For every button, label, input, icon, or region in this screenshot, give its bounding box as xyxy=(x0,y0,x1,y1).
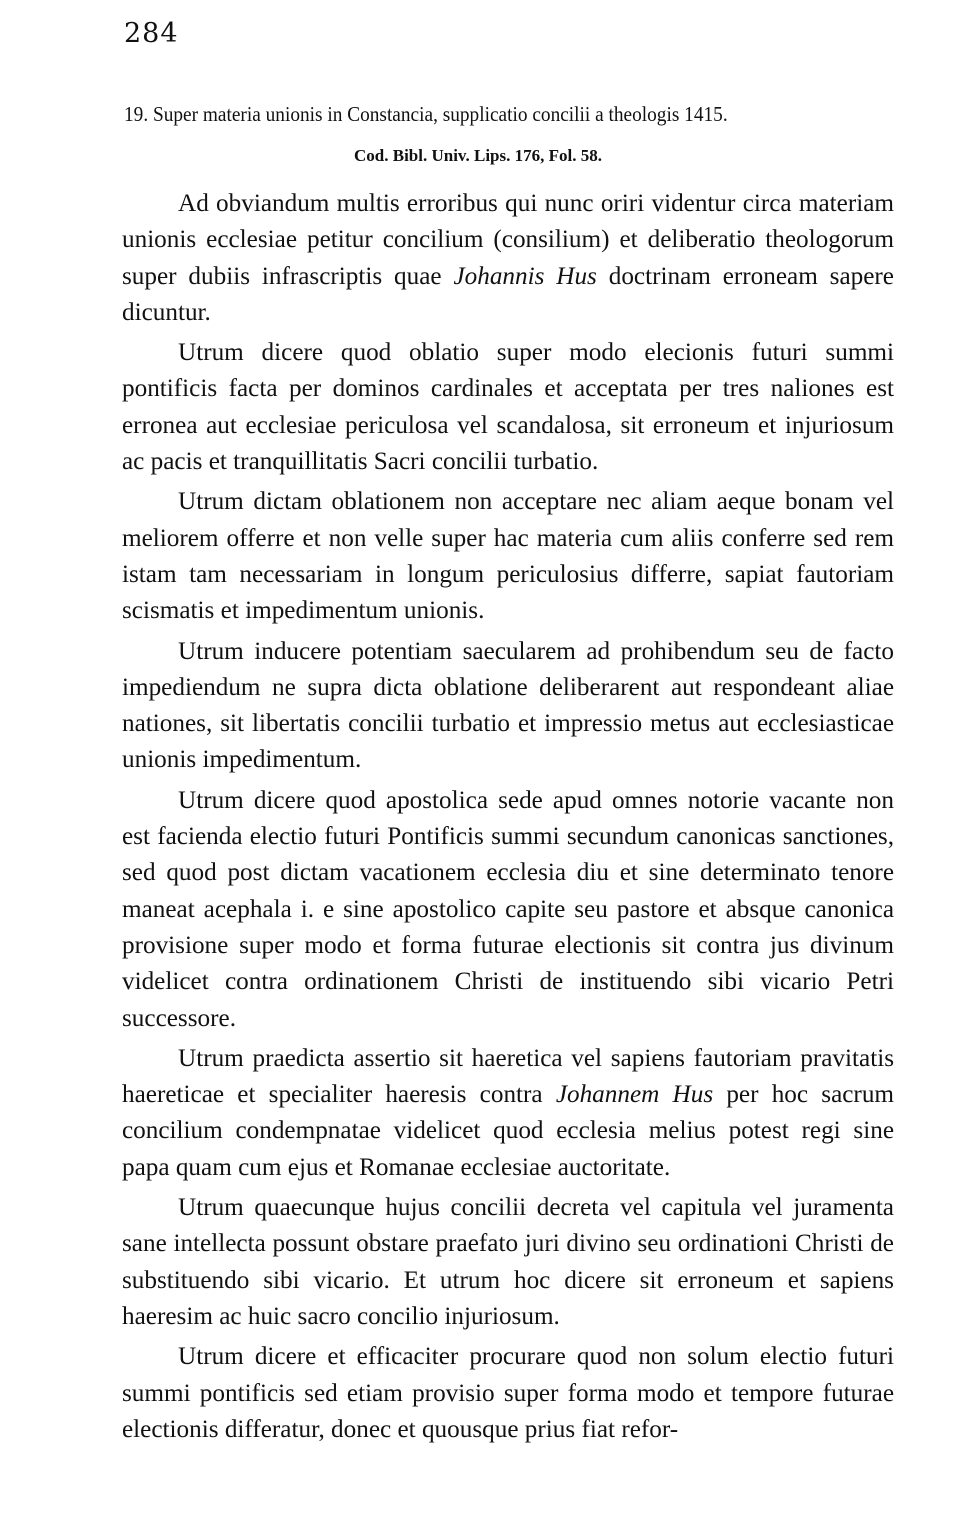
manuscript-source: Cod. Bibl. Univ. Lips. 176, Fol. 58. xyxy=(354,146,602,165)
paragraph-5: Utrum dicere quod apostolica sede apud omnes notorie vacante non est facienda electio futuri Pontificis summi secundum canonicas sanctiones, sed quod post dictam vacationem ecclesia diu et sine determinato tenore maneat acephala i. e sine apostolico capite seu pastore et absque canonica provisione super modo et forma futurae electionis sit contra jus divinum videlicet contra ordinationem Christi de instituendo sibi vicario Petri successore. xyxy=(122,786,894,1032)
paragraph-3: Utrum dictam oblationem non acceptare nec aliam aeque bonam vel meliorem offerre et non velle super hac materia cum aliis conferre sed rem istam tam necessariam in longum periculosius differre, sapiat fautoriam scismatis et impedimentum unionis. xyxy=(122,488,894,625)
italic-name: Johannis Hus xyxy=(453,262,597,290)
document-heading: 19. Super materia unionis in Constancia, supplicatio concilii a theologis 1415. xyxy=(124,102,728,126)
italic-name: Johannem Hus xyxy=(555,1081,714,1109)
page-number: 284 xyxy=(124,18,179,49)
paragraph-1: Ad obviandum multis erroribus qui nunc oriri videntur circa materiam unionis ecclesiae petitur concilium (consilium) et deliberatio theologorum super dubiis infrascriptis quae Johannis Hus doctrinam erroneam sapere dicuntur. xyxy=(122,190,894,326)
paragraph-2: Utrum dicere quod oblatio super modo elecionis futuri summi pontificis facta per dominos cardinales et acceptata per tres naliones est erronea aut ecclesiae periculosa vel scandalosa, sit erroneum et injuriosum ac pacis et tranquillitatis Sacri concilii turbatio. xyxy=(122,339,894,476)
paragraph-4: Utrum inducere potentiam saecularem ad prohibendum seu de facto impediendum ne supra dicta oblatione deliberarent aut respondeant aliae nationes, sit libertatis concilii turbatio et impressio metus aut ecclesiasticae unionis impedimentum. xyxy=(122,637,894,774)
paragraph-7: Utrum quaecunque hujus concilii decreta vel capitula vel juramenta sane intellecta possunt obstare praefato juri divino seu ordinationi Christi de substituendo sibi vicario. Et utrum hoc dicere sit erroneum et sapiens haeresim ac huic sacro concilio injuriosum. xyxy=(122,1194,894,1330)
body-text xyxy=(122,186,894,1448)
paragraph-6: Utrum praedicta assertio sit haeretica vel sapiens fautoriam pravitatis haereticae et specialiter haeresis contra Johannem Hus per hoc sacrum concilium condempnatae videlicet quod ecclesia melius potest regi sine papa quam cum ejus et Romanae ecclesiae auctoritate. xyxy=(122,1044,895,1181)
paragraph-8: Utrum dicere et efficaciter procurare quod non solum electio futuri summi pontificis sed etiam provisio super forma modo et tempore futurae electionis differatur, donec et quousque prius fiat refor- xyxy=(122,1343,894,1443)
